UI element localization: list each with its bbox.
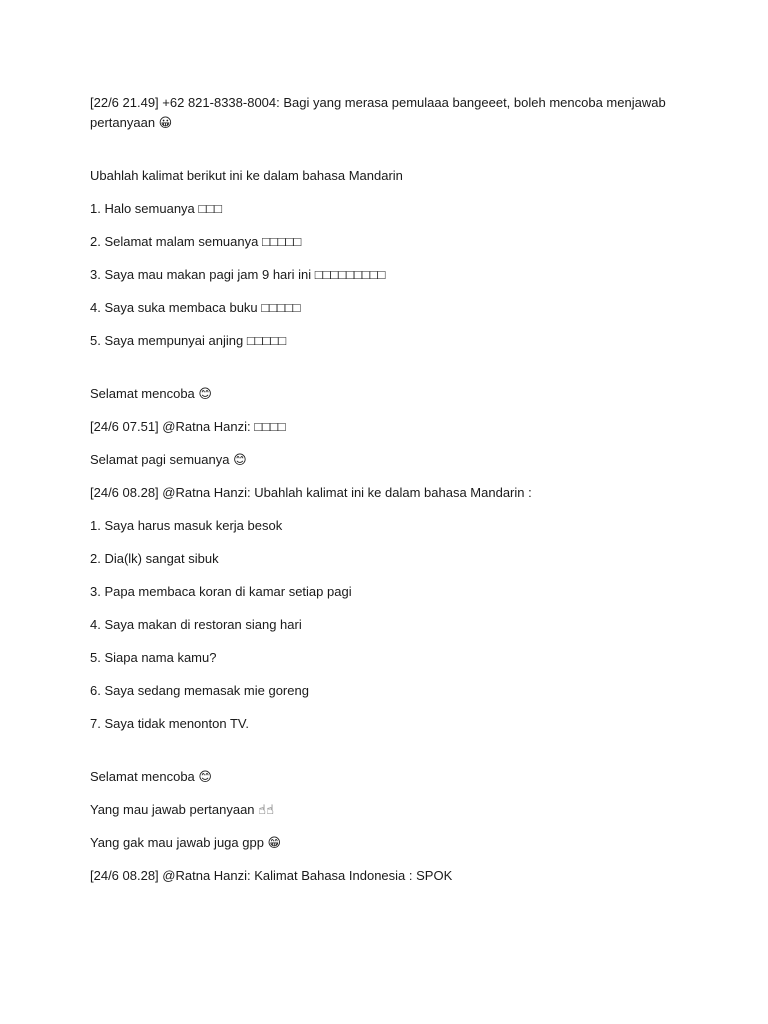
list-item: 3. Papa membaca koran di kamar setiap pagi	[90, 584, 352, 599]
chat-message: [24/6 07.51] @Ratna Hanzi: □□□□	[90, 419, 286, 434]
chat-message-intro: [22/6 21.49] +62 821-8338-8004: Bagi yang merasa pemulaaa bangeeet, boleh mencoba menjawab pertanyaan 😀	[90, 95, 666, 130]
list-item: 5. Saya mempunyai anjing □□□□□	[90, 333, 287, 348]
text-line: Yang mau jawab pertanyaan ☝☝	[90, 802, 274, 817]
document-body	[90, 93, 690, 899]
list-item: 4. Saya makan di restoran siang hari	[90, 617, 302, 632]
text-line: Yang gak mau jawab juga gpp 😁	[90, 835, 282, 850]
instruction-heading: Ubahlah kalimat berikut ini ke dalam bahasa Mandarin	[90, 168, 403, 183]
list-item: 3. Saya mau makan pagi jam 9 hari ini □□□□□□□□□	[90, 267, 386, 282]
list-item: 5. Siapa nama kamu?	[90, 650, 217, 665]
greeting-line: Selamat pagi semuanya 😊	[90, 452, 247, 467]
list-item: 2. Dia(lk) sangat sibuk	[90, 551, 219, 566]
list-item: 4. Saya suka membaca buku □□□□□	[90, 300, 301, 315]
closing-line: Selamat mencoba 😊	[90, 769, 212, 784]
list-item: 1. Halo semuanya □□□	[90, 201, 222, 216]
chat-message: [24/6 08.28] @Ratna Hanzi: Kalimat Bahasa Indonesia : SPOK	[90, 868, 453, 883]
list-item: 6. Saya sedang memasak mie goreng	[90, 683, 309, 698]
list-item: 2. Selamat malam semuanya □□□□□	[90, 234, 302, 249]
list-item: 7. Saya tidak menonton TV.	[90, 716, 249, 731]
list-item: 1. Saya harus masuk kerja besok	[90, 518, 283, 533]
closing-line: Selamat mencoba 😊	[90, 386, 212, 401]
chat-message: [24/6 08.28] @Ratna Hanzi: Ubahlah kalimat ini ke dalam bahasa Mandarin :	[90, 485, 532, 500]
